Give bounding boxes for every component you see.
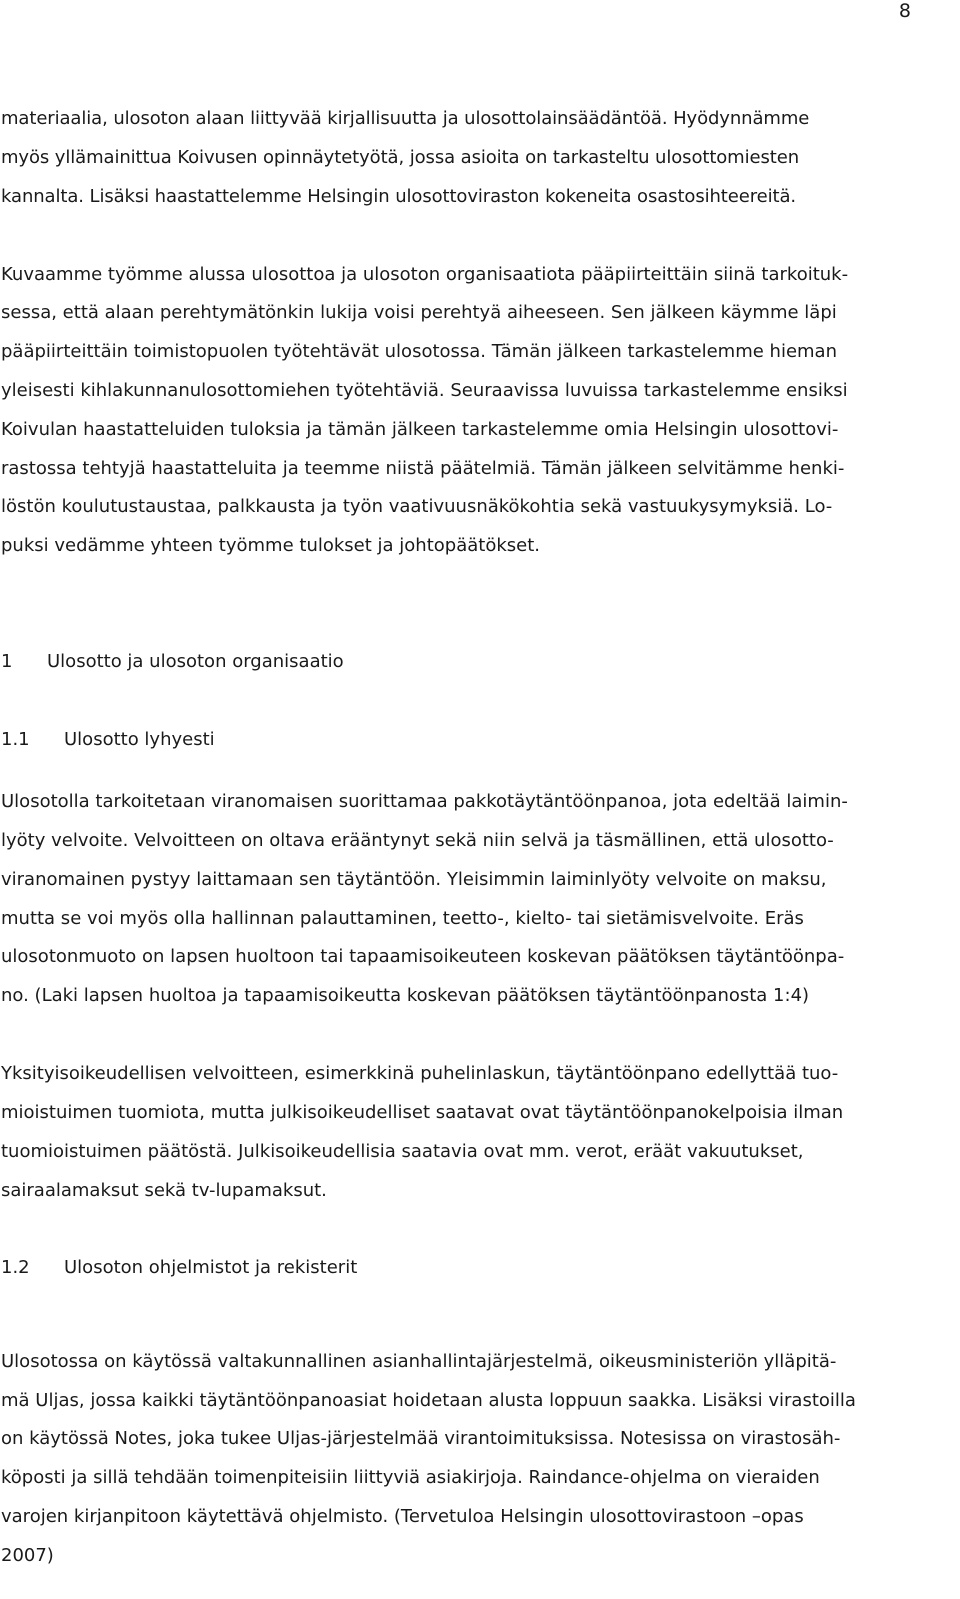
text-line: mä Uljas, jossa kaikki täytäntöönpanoasiat hoidetaan alusta loppuun saakka. Lisäksi virastoilla	[1, 1390, 856, 1411]
text-line: sairaalamaksut sekä tv-lupamaksut.	[1, 1180, 327, 1201]
text-line: no. (Laki lapsen huoltoa ja tapaamisoikeutta koskevan päätöksen täytäntöönpanosta 1:4)	[1, 985, 810, 1006]
text-line: köposti ja sillä tehdään toimenpiteisiin liittyviä asiakirjoja. Raindance-ohjelma on vieraiden	[1, 1467, 820, 1488]
text-line: materiaalia, ulosoton alaan liittyvää kirjallisuutta ja ulosottolainsäädäntöä. Hyödynnämme	[1, 108, 810, 129]
text-line: varojen kirjanpitoon käytettävä ohjelmisto. (Tervetuloa Helsingin ulosottovirastoon –opas	[1, 1506, 804, 1527]
heading-number: 1.1	[1, 729, 30, 750]
text-line: mutta se voi myös olla hallinnan palauttaminen, teetto-, kielto- tai sietämisvelvoite. Eräs	[1, 908, 804, 929]
heading-number: 1	[1, 651, 13, 672]
text-line: Ulosotossa on käytössä valtakunnallinen asianhallintajärjestelmä, oikeusministeriön ylläpitä-	[1, 1351, 837, 1372]
text-line: Koivulan haastatteluiden tuloksia ja tämän jälkeen tarkastelemme omia Helsingin ulosottovi-	[1, 419, 839, 440]
text-line: lyöty velvoite. Velvoitteen on oltava erääntynyt sekä niin selvä ja täsmällinen, että ulosotto-	[1, 830, 834, 851]
text-line: pääpiirteittäin toimistopuolen työtehtävät ulosotossa. Tämän jälkeen tarkastelemme hieman	[1, 341, 837, 362]
heading-number: 1.2	[1, 1257, 30, 1278]
heading-title: Ulosoton ohjelmistot ja rekisterit	[64, 1257, 358, 1278]
text-line: puksi vedämme yhteen työmme tulokset ja johtopäätökset.	[1, 535, 540, 556]
text-line: löstön koulutustaustaa, palkkausta ja työn vaativuusnäkökohtia sekä vastuukysymyksiä. Lo-	[1, 496, 833, 517]
text-line: Yksityisoikeudellisen velvoitteen, esimerkkinä puhelinlaskun, täytäntöönpano edellyttää tuo-	[1, 1063, 839, 1084]
text-line: 2007)	[1, 1545, 54, 1566]
text-line: yleisesti kihlakunnanulosottomiehen työtehtäviä. Seuraavissa luvuissa tarkastelemme ensiksi	[1, 380, 848, 401]
text-line: tuomioistuimen päätöstä. Julkisoikeudellisia saatavia ovat mm. verot, eräät vakuutukset,	[1, 1141, 804, 1162]
text-line: Kuvaamme työmme alussa ulosottoa ja ulosoton organisaatiota pääpiirteittäin siinä tarkoituk-	[1, 264, 849, 285]
text-line: rastossa tehtyjä haastatteluita ja teemme niistä päätelmiä. Tämän jälkeen selvitämme henki-	[1, 458, 845, 479]
page-number: 8	[898, 0, 911, 22]
text-line: mioistuimen tuomiota, mutta julkisoikeudelliset saatavat ovat täytäntöönpanokelpoisia ilman	[1, 1102, 844, 1123]
text-line: viranomainen pystyy laittamaan sen täytäntöön. Yleisimmin laiminlyöty velvoite on maksu,	[1, 869, 827, 890]
text-line: ulosotonmuoto on lapsen huoltoon tai tapaamisoikeuteen koskevan päätöksen täytäntöönpa-	[1, 946, 845, 967]
text-line: on käytössä Notes, joka tukee Uljas-järjestelmää virantoimituksissa. Notesissa on virastosäh-	[1, 1428, 841, 1449]
heading-title: Ulosotto lyhyesti	[64, 729, 215, 750]
text-line: kannalta. Lisäksi haastattelemme Helsingin ulosottoviraston kokeneita osastosihteereitä.	[1, 186, 796, 207]
heading-title: Ulosotto ja ulosoton organisaatio	[47, 651, 344, 672]
section-heading-1	[1, 651, 344, 673]
text-line: myös yllämainittua Koivusen opinnäytetyötä, jossa asioita on tarkasteltu ulosottomiesten	[1, 147, 800, 168]
section-heading-1-1	[1, 729, 215, 751]
section-heading-1-2	[1, 1257, 357, 1279]
text-line: sessa, että alaan perehtymätönkin lukija voisi perehtyä aiheeseen. Sen jälkeen käymme läpi	[1, 302, 837, 323]
text-line: Ulosotolla tarkoitetaan viranomaisen suorittamaa pakkotäytäntöönpanoa, jota edeltää laimin-	[1, 791, 848, 812]
